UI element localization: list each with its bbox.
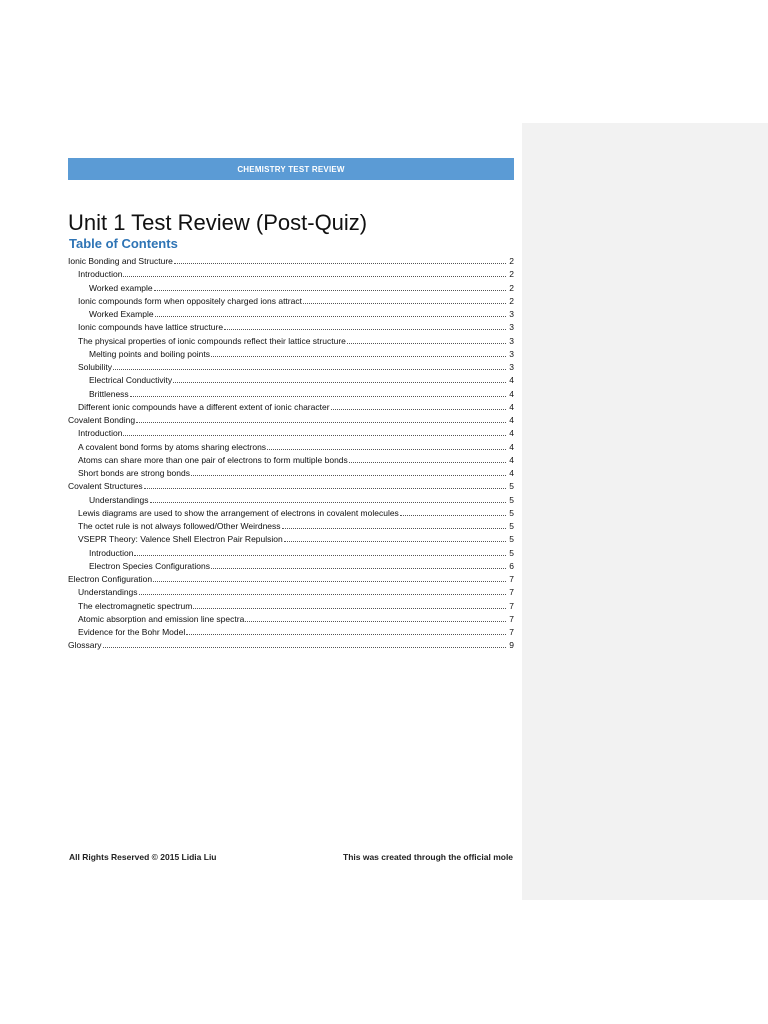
toc-entry[interactable] bbox=[68, 507, 514, 520]
toc-dot-leader bbox=[349, 454, 506, 463]
toc-page-number: 4 bbox=[509, 375, 514, 386]
toc-entry[interactable] bbox=[68, 454, 514, 467]
toc-entry-text: Introduction bbox=[78, 428, 123, 439]
toc-page-number: 4 bbox=[509, 468, 514, 478]
toc-page-number: 9 bbox=[509, 640, 514, 651]
toc-dot-leader bbox=[155, 308, 506, 317]
toc-entry-text: Ionic Bonding and Structure bbox=[68, 256, 173, 266]
toc-dot-leader bbox=[224, 321, 506, 330]
toc-entry[interactable] bbox=[68, 268, 514, 281]
toc-entry-text: Different ionic compounds have a different extent of ionic character bbox=[78, 401, 330, 412]
toc-dot-leader bbox=[123, 427, 506, 436]
header-band-text: CHEMISTRY TEST REVIEW bbox=[237, 164, 345, 174]
toc-page-number: 7 bbox=[509, 627, 514, 637]
toc-entry-text: Atomic absorption and emission line spectra bbox=[78, 613, 245, 624]
toc-entry-text: Electron Configuration bbox=[68, 574, 153, 584]
toc-entry-text: Worked Example bbox=[89, 309, 154, 319]
toc-page-number: 6 bbox=[509, 560, 514, 571]
toc-entry-text: Introduction bbox=[89, 547, 134, 558]
toc-page-number: 5 bbox=[509, 481, 514, 492]
toc-dot-leader bbox=[139, 586, 506, 595]
toc-dot-leader bbox=[136, 414, 506, 423]
toc-entry-text: Understandings bbox=[78, 587, 138, 598]
toc-entry-text: VSEPR Theory: Valence Shell Electron Pair Repulsion bbox=[78, 534, 283, 545]
toc-entry[interactable] bbox=[68, 255, 514, 268]
toc-page-number: 3 bbox=[509, 322, 514, 333]
toc-entry-text: Worked example bbox=[89, 282, 153, 293]
toc-page-number: 2 bbox=[509, 295, 514, 306]
toc-dot-leader bbox=[347, 335, 506, 344]
toc-entry[interactable] bbox=[68, 427, 514, 440]
toc-dot-leader bbox=[144, 480, 506, 489]
toc-entry-text: Ionic compounds have lattice structure bbox=[78, 322, 224, 333]
toc-dot-leader bbox=[186, 626, 506, 635]
toc-page-number: 4 bbox=[509, 401, 514, 412]
toc-entry-text: Lewis diagrams are used to show the arrangement of electrons in covalent molecules bbox=[78, 507, 399, 518]
toc-entry-text: Solubility bbox=[78, 362, 113, 372]
toc-entry-text: A covalent bond forms by atoms sharing electrons bbox=[78, 441, 267, 452]
toc-dot-leader bbox=[103, 639, 506, 648]
toc-entry-text: Brittleness bbox=[89, 388, 129, 399]
toc-page-number: 3 bbox=[509, 335, 514, 346]
toc-entry[interactable] bbox=[68, 348, 514, 361]
toc-page-number: 5 bbox=[509, 547, 514, 558]
toc-dot-leader bbox=[123, 268, 506, 277]
toc-page-number: 7 bbox=[509, 600, 514, 611]
toc-page-number: 4 bbox=[509, 454, 514, 465]
toc-entry[interactable] bbox=[68, 494, 514, 507]
toc-entry[interactable] bbox=[68, 361, 514, 374]
toc-page-number: 5 bbox=[509, 494, 514, 505]
toc-entry[interactable] bbox=[68, 560, 514, 573]
toc-entry-text: Glossary bbox=[68, 640, 102, 651]
toc-entry[interactable] bbox=[68, 374, 514, 387]
document-title: Unit 1 Test Review (Post-Quiz) bbox=[68, 209, 368, 235]
toc-dot-leader bbox=[193, 600, 506, 609]
toc-dot-leader bbox=[282, 520, 506, 529]
toc-page-number: 7 bbox=[509, 587, 514, 598]
toc-dot-leader bbox=[153, 573, 506, 582]
footer-note: This was created through the official mole bbox=[343, 852, 514, 862]
toc-dot-leader bbox=[267, 441, 506, 450]
toc-entry[interactable] bbox=[68, 335, 514, 348]
toc-entry[interactable] bbox=[68, 480, 514, 493]
toc-page-number: 4 bbox=[509, 428, 514, 439]
toc-entry[interactable] bbox=[68, 441, 514, 454]
toc-entry-text: Atoms can share more than one pair of electrons to form multiple bonds bbox=[78, 454, 348, 465]
toc-dot-leader bbox=[174, 255, 506, 264]
toc-dot-leader bbox=[331, 401, 506, 410]
toc-entry[interactable] bbox=[68, 282, 514, 295]
toc-entry[interactable] bbox=[68, 467, 514, 480]
toc-entry[interactable] bbox=[68, 414, 514, 427]
toc-dot-leader bbox=[303, 295, 506, 304]
toc-dot-leader bbox=[400, 507, 506, 516]
toc-page-number: 2 bbox=[509, 269, 514, 280]
toc-entry[interactable] bbox=[68, 520, 514, 533]
toc-dot-leader bbox=[173, 374, 506, 383]
toc-entry[interactable] bbox=[68, 295, 514, 308]
toc-entry-text: The physical properties of ionic compounds reflect their lattice structure bbox=[78, 335, 346, 346]
toc-dot-leader bbox=[134, 547, 506, 556]
toc-page-number: 7 bbox=[509, 613, 514, 624]
toc-dot-leader bbox=[191, 467, 506, 476]
toc-entry-text: Covalent Structures bbox=[68, 481, 143, 492]
toc-entry-text: Evidence for the Bohr Model bbox=[78, 627, 186, 637]
toc-page-number: 2 bbox=[509, 256, 514, 266]
header-band bbox=[68, 158, 514, 180]
toc-page-number: 4 bbox=[509, 441, 514, 452]
toc-entry[interactable] bbox=[68, 321, 514, 334]
toc-entry[interactable] bbox=[68, 533, 514, 546]
toc-entry-text: Ionic compounds form when oppositely charged ions attract bbox=[78, 295, 302, 306]
toc-dot-leader bbox=[113, 361, 506, 370]
toc-page-number: 5 bbox=[509, 534, 514, 545]
toc-entry-text: Electron Species Configurations bbox=[89, 560, 210, 571]
toc-page-number: 5 bbox=[509, 507, 514, 518]
toc-entry[interactable] bbox=[68, 600, 514, 613]
toc-entry[interactable] bbox=[68, 388, 514, 401]
toc-entry-text: Melting points and boiling points bbox=[89, 348, 210, 359]
toc-page-number: 2 bbox=[509, 282, 514, 293]
toc-dot-leader bbox=[130, 388, 506, 397]
toc-entry-text: The octet rule is not always followed/Other Weirdness bbox=[78, 521, 281, 531]
toc-entry-text: Covalent Bonding bbox=[68, 415, 136, 425]
toc-entry-text: Short bonds are strong bonds bbox=[78, 468, 190, 478]
toc-entry[interactable] bbox=[68, 613, 514, 626]
comment-pane bbox=[522, 123, 768, 900]
toc-entry[interactable] bbox=[68, 573, 514, 586]
toc-dot-leader bbox=[284, 533, 506, 542]
toc-page-number: 3 bbox=[509, 348, 514, 359]
toc-entry[interactable] bbox=[68, 308, 514, 321]
toc-page-number: 4 bbox=[509, 415, 514, 425]
toc-dot-leader bbox=[150, 494, 506, 503]
toc-entry-text: Electrical Conductivity bbox=[89, 375, 173, 386]
toc-entry[interactable] bbox=[68, 401, 514, 414]
toc-entry[interactable] bbox=[68, 626, 514, 639]
toc-entry[interactable] bbox=[68, 547, 514, 560]
toc-dot-leader bbox=[245, 613, 506, 622]
toc-page-number: 5 bbox=[509, 521, 514, 531]
toc-page-number: 3 bbox=[509, 362, 514, 372]
table-of-contents bbox=[68, 255, 514, 653]
toc-page-number: 4 bbox=[509, 388, 514, 399]
toc-page-number: 7 bbox=[509, 574, 514, 584]
toc-dot-leader bbox=[154, 282, 506, 291]
toc-entry-text: The electromagnetic spectrum bbox=[78, 600, 193, 611]
toc-dot-leader bbox=[211, 560, 506, 569]
toc-entry-text: Understandings bbox=[89, 494, 149, 505]
toc-entry[interactable] bbox=[68, 586, 514, 599]
toc-heading: Table of Contents bbox=[69, 236, 178, 251]
toc-dot-leader bbox=[211, 348, 506, 357]
footer-copyright: All Rights Reserved © 2015 Lidia Liu bbox=[69, 852, 217, 862]
toc-entry[interactable] bbox=[68, 639, 514, 652]
toc-entry-text: Introduction bbox=[78, 269, 123, 280]
toc-page-number: 3 bbox=[509, 309, 514, 319]
